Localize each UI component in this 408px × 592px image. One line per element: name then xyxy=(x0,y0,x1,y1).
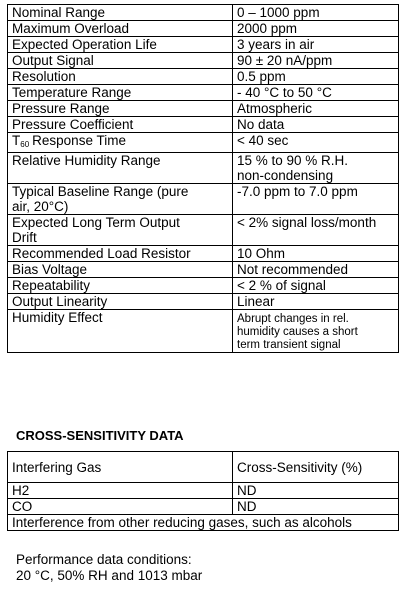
table-row xyxy=(8,262,399,278)
param-maximum-overload: Maximum Overload xyxy=(8,21,233,37)
value-output-signal: 90 ± 20 nA/ppm xyxy=(233,53,399,69)
param-pressure-range: Pressure Range xyxy=(8,101,233,117)
column-header-interfering-gas: Interfering Gas xyxy=(8,452,233,483)
cross-sensitivity-heading: CROSS-SENSITIVITY DATA xyxy=(16,428,184,443)
table-row xyxy=(8,153,399,184)
param-response-time xyxy=(8,133,233,153)
value-resolution: 0.5 ppm xyxy=(233,69,399,85)
value-bias-voltage: Not recommended xyxy=(233,262,399,278)
param-line: Typical Baseline Range (pure xyxy=(12,184,189,199)
value-baseline-range: -7.0 ppm to 7.0 ppm xyxy=(233,184,399,215)
param-bias-voltage: Bias Voltage xyxy=(8,262,233,278)
value-pressure-coefficient: No data xyxy=(233,117,399,133)
value-output-linearity: Linear xyxy=(233,294,399,310)
param-humidity-range: Relative Humidity Range xyxy=(8,153,233,184)
gas-sensitivity: ND xyxy=(233,499,399,515)
value-line: Abrupt changes in rel. xyxy=(237,313,349,325)
param-operation-life: Expected Operation Life xyxy=(8,37,233,53)
t-symbol: T xyxy=(12,133,21,148)
table-row xyxy=(8,499,399,515)
cross-sensitivity-table xyxy=(7,451,399,531)
table-row xyxy=(8,117,399,133)
param-humidity-effect: Humidity Effect xyxy=(8,310,233,353)
param-temperature-range: Temperature Range xyxy=(8,85,233,101)
value-line: term transient signal xyxy=(237,339,341,351)
value-pressure-range: Atmospheric xyxy=(233,101,399,117)
gas-sensitivity: ND xyxy=(233,483,399,499)
performance-conditions xyxy=(16,552,202,584)
table-row xyxy=(8,69,399,85)
value-operation-life: 3 years in air xyxy=(233,37,399,53)
table-row xyxy=(8,278,399,294)
value-line: 15 % to 90 % R.H. xyxy=(237,153,349,168)
param-pressure-coefficient: Pressure Coefficient xyxy=(8,117,233,133)
response-time-label: Response Time xyxy=(32,133,126,148)
table-row xyxy=(8,215,399,246)
table-row xyxy=(8,246,399,262)
table-row xyxy=(8,310,399,353)
param-line: air, 20°C) xyxy=(12,199,69,214)
value-load-resistor: 10 Ohm xyxy=(233,246,399,262)
table-row xyxy=(8,37,399,53)
param-nominal-range: Nominal Range xyxy=(8,5,233,21)
gas-name: CO xyxy=(8,499,233,515)
specifications-table xyxy=(7,4,399,353)
table-row xyxy=(8,53,399,69)
performance-conditions-values: 20 °C, 50% RH and 1013 mbar xyxy=(16,568,203,583)
param-load-resistor: Recommended Load Resistor xyxy=(8,246,233,262)
table-row xyxy=(8,101,399,117)
param-line: Expected Long Term Output xyxy=(12,215,180,230)
param-output-linearity: Output Linearity xyxy=(8,294,233,310)
table-header-row xyxy=(8,452,399,483)
param-baseline-range xyxy=(8,184,233,215)
table-row xyxy=(8,85,399,101)
param-repeatability: Repeatability xyxy=(8,278,233,294)
table-row xyxy=(8,294,399,310)
gas-name: H2 xyxy=(8,483,233,499)
value-line: non-condensing xyxy=(237,168,334,183)
value-line: humidity causes a short xyxy=(237,326,358,338)
column-header-cross-sensitivity: Cross-Sensitivity (%) xyxy=(233,452,399,483)
value-maximum-overload: 2000 ppm xyxy=(233,21,399,37)
value-humidity-range xyxy=(233,153,399,184)
param-long-term-drift xyxy=(8,215,233,246)
table-row xyxy=(8,515,399,531)
table-row xyxy=(8,184,399,215)
interference-note: Interference from other reducing gases, such as alcohols xyxy=(8,515,399,531)
table-row xyxy=(8,133,399,153)
param-resolution: Resolution xyxy=(8,69,233,85)
performance-conditions-title: Performance data conditions: xyxy=(16,552,192,567)
value-long-term-drift: < 2% signal loss/month xyxy=(233,215,399,246)
value-repeatability: < 2 % of signal xyxy=(233,278,399,294)
value-nominal-range: 0 – 1000 ppm xyxy=(233,5,399,21)
param-line: Drift xyxy=(12,230,37,245)
t-subscript: 60 xyxy=(20,140,30,149)
table-row xyxy=(8,483,399,499)
table-row xyxy=(8,21,399,37)
value-humidity-effect xyxy=(233,310,399,353)
value-response-time: < 40 sec xyxy=(233,133,399,153)
table-row xyxy=(8,5,399,21)
param-output-signal: Output Signal xyxy=(8,53,233,69)
value-temperature-range: - 40 °C to 50 °C xyxy=(233,85,399,101)
